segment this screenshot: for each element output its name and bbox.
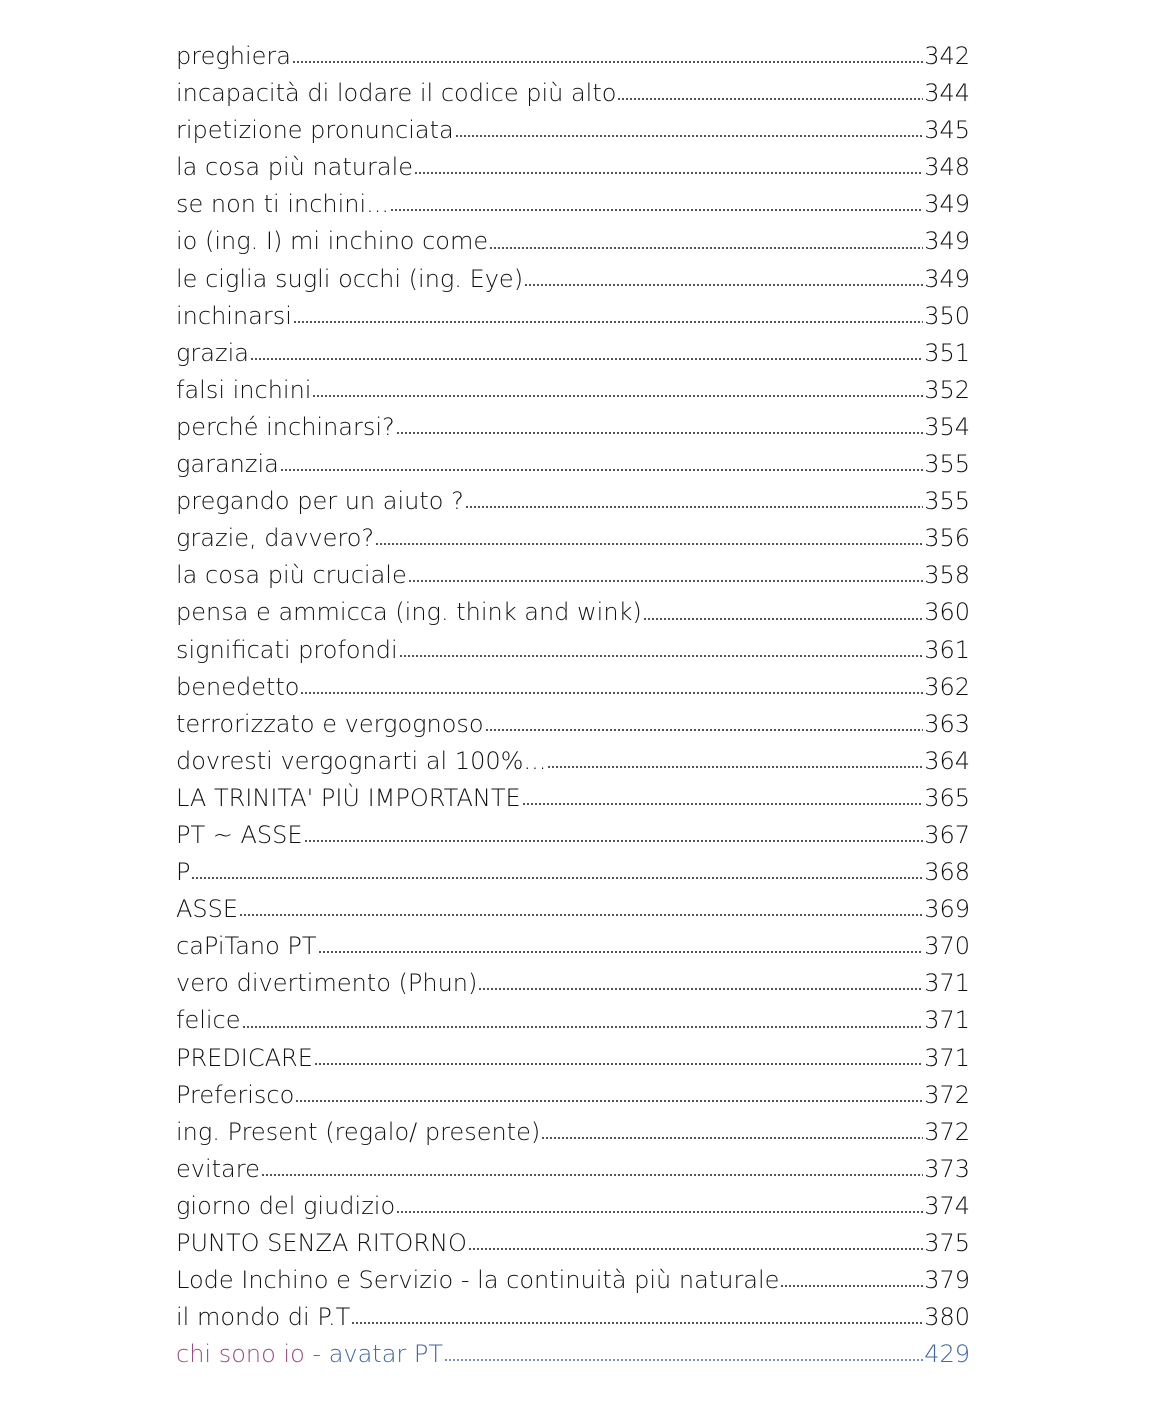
dot-leader [261,1174,923,1176]
toc-entry [176,149,970,186]
toc-entry-title: ASSE [176,895,239,924]
toc-entry [176,965,970,1002]
dot-leader [293,321,923,323]
toc-entry-title: PREDICARE [176,1043,313,1072]
toc-entry-page: 379 [924,1266,970,1295]
toc-entry-title: se non ti inchini... [176,190,390,219]
toc-entry-page: 364 [924,746,970,775]
toc-entry-title: Lode Inchino e Servizio - la continuità più naturale [176,1266,780,1295]
toc-entry [176,854,970,891]
toc-entry-title: vero divertimento (Phun) [176,969,478,998]
toc-entry-page: 351 [924,338,970,367]
toc-entry-page: 362 [924,672,970,701]
toc-title-part-a: chi sono io [176,1340,305,1369]
toc-entry-page: 372 [924,1117,970,1146]
dot-leader [191,877,923,879]
toc-entry-title: giorno del giudizio [176,1191,396,1220]
toc-entry [176,1262,970,1299]
toc-entry [176,223,970,260]
toc-entry [176,594,970,631]
toc-entry [176,780,970,817]
toc-entry [176,1002,970,1039]
dot-leader [295,1100,923,1102]
toc-entry-title: inchinarsi [176,301,292,330]
dot-leader [375,543,923,545]
toc-entry [176,372,970,409]
table-of-contents [176,38,970,1373]
dot-leader [396,432,923,434]
toc-entry-title: significati profondi [176,635,398,664]
toc-entry-page: 363 [924,709,970,738]
dot-leader [250,358,923,360]
toc-entry [176,1151,970,1188]
toc-entry [176,669,970,706]
toc-entry-page: 361 [924,635,970,664]
dot-leader [414,172,923,174]
toc-entry-title: io (ing. I) mi inchino come [176,227,489,256]
toc-entry-title: Preferisco [176,1080,295,1109]
toc-entry-title: dovresti vergognarti al 100%... [176,746,547,775]
toc-entry [176,817,970,854]
toc-entry [176,632,970,669]
toc-entry-page: 374 [924,1191,970,1220]
toc-entry [176,1225,970,1262]
toc-entry [176,75,970,112]
toc-title-separator: - [304,1340,329,1369]
dot-leader [465,506,923,508]
toc-entry-page: 371 [924,1043,970,1072]
toc-entry-title: terrorizzato e vergognoso [176,709,484,738]
dot-leader [522,803,924,805]
toc-entry [176,112,970,149]
toc-entry [176,891,970,928]
dot-leader [304,840,924,842]
dot-leader [485,729,924,731]
toc-entry [176,298,970,335]
toc-entry-page: 356 [924,524,970,553]
toc-entry-page: 358 [924,561,970,590]
dot-leader [643,618,923,620]
toc-entry-title: falsi inchini [176,375,312,404]
toc-entry-page: 365 [924,783,970,812]
toc-entry-title: felice [176,1006,241,1035]
toc-entry-page: 372 [924,1080,970,1109]
toc-entry-page: 344 [924,79,970,108]
toc-entry-title: ing. Present (regalo/ presente) [176,1117,541,1146]
toc-entry-last [176,1336,970,1373]
toc-entry-page: 355 [924,450,970,479]
toc-entry-page: 349 [924,190,970,219]
toc-entry [176,520,970,557]
toc-entry [176,1040,970,1077]
dot-leader [408,580,923,582]
dot-leader [239,914,923,916]
dot-leader [547,766,923,768]
toc-entry-page: 354 [924,412,970,441]
dot-leader [478,988,923,990]
dot-leader [489,247,923,249]
toc-entry-title: PUNTO SENZA RITORNO [176,1229,467,1257]
toc-entry-page: 429 [924,1340,970,1369]
toc-entry-title: perché inchinarsi? [176,412,395,441]
toc-entry-title: PT ~ ASSE [176,820,303,849]
dot-leader [312,395,923,397]
toc-entry-page: 348 [924,153,970,182]
toc-entry-page: 342 [924,42,970,70]
toc-entry-page: 367 [924,820,970,849]
toc-entry-page: 370 [924,932,970,961]
toc-title-part-b: avatar PT [328,1340,444,1369]
toc-entry-title: garanzia [176,450,279,479]
dot-leader [292,61,923,63]
toc-entry-page: 345 [924,116,970,145]
toc-entry-title: pregando per un aiuto ? [176,487,464,516]
toc-entry-title: pensa e ammicca (ing. think and wink) [176,598,642,627]
toc-entry-title: le ciglia sugli occhi (ing. Eye) [176,264,524,293]
toc-entry-title: preghiera [176,42,291,70]
toc-entry-page: 368 [924,858,970,887]
toc-entry-page: 375 [924,1229,970,1257]
dot-leader [242,1026,924,1028]
toc-entry [176,335,970,372]
dot-leader [455,135,923,137]
toc-entry-page: 371 [924,1006,970,1035]
toc-entry-title [176,1336,443,1373]
toc-entry [176,1188,970,1225]
toc-entry [176,186,970,223]
toc-entry [176,409,970,446]
dot-leader [396,1211,923,1213]
toc-entry [176,261,970,298]
toc-entry [176,1299,970,1336]
dot-leader [617,98,923,100]
toc-entry-title: incapacità di lodare il codice più alto [176,79,617,108]
dot-leader [300,692,923,694]
toc-entry-title: ripetizione pronunciata [176,116,454,145]
dot-leader [468,1248,923,1250]
dot-leader [444,1359,923,1361]
toc-entry-page: 360 [924,598,970,627]
toc-entry-page: 355 [924,487,970,516]
toc-entry-page: 380 [924,1303,970,1332]
toc-entry-page: 350 [924,301,970,330]
toc-entry [176,483,970,520]
toc-entry [176,928,970,965]
toc-entry [176,706,970,743]
toc-entry [176,38,970,75]
toc-entry [176,743,970,780]
toc-entry-page: 371 [924,969,970,998]
dot-leader [390,209,923,211]
toc-entry-title: grazie, davvero? [176,524,375,553]
dot-leader [351,1322,923,1324]
toc-entry-page: 349 [924,264,970,293]
dot-leader [318,951,924,953]
toc-entry-title: caPiTano PT [176,932,317,961]
toc-entry [176,1077,970,1114]
toc-entry-title: grazia [176,338,249,367]
toc-entry-title: la cosa più cruciale [176,561,407,590]
toc-entry-title: LA TRINITA' PIÙ IMPORTANTE [176,783,521,812]
dot-leader [280,469,923,471]
dot-leader [541,1137,923,1139]
dot-leader [524,284,923,286]
toc-entry-title: evitare [176,1154,260,1183]
toc-entry [176,446,970,483]
toc-entry-page: 373 [924,1154,970,1183]
toc-entry-title: la cosa più naturale [176,153,414,182]
toc-entry-title: P [176,858,191,887]
toc-entry [176,1114,970,1151]
dot-leader [314,1063,923,1065]
dot-leader [399,655,924,657]
dot-leader [780,1285,923,1287]
toc-entry-page: 352 [924,375,970,404]
toc-entry-title: benedetto [176,672,300,701]
toc-entry [176,557,970,594]
toc-entry-page: 349 [924,227,970,256]
toc-entry-title: il mondo di P.T [176,1303,351,1332]
toc-entry-page: 369 [924,895,970,924]
